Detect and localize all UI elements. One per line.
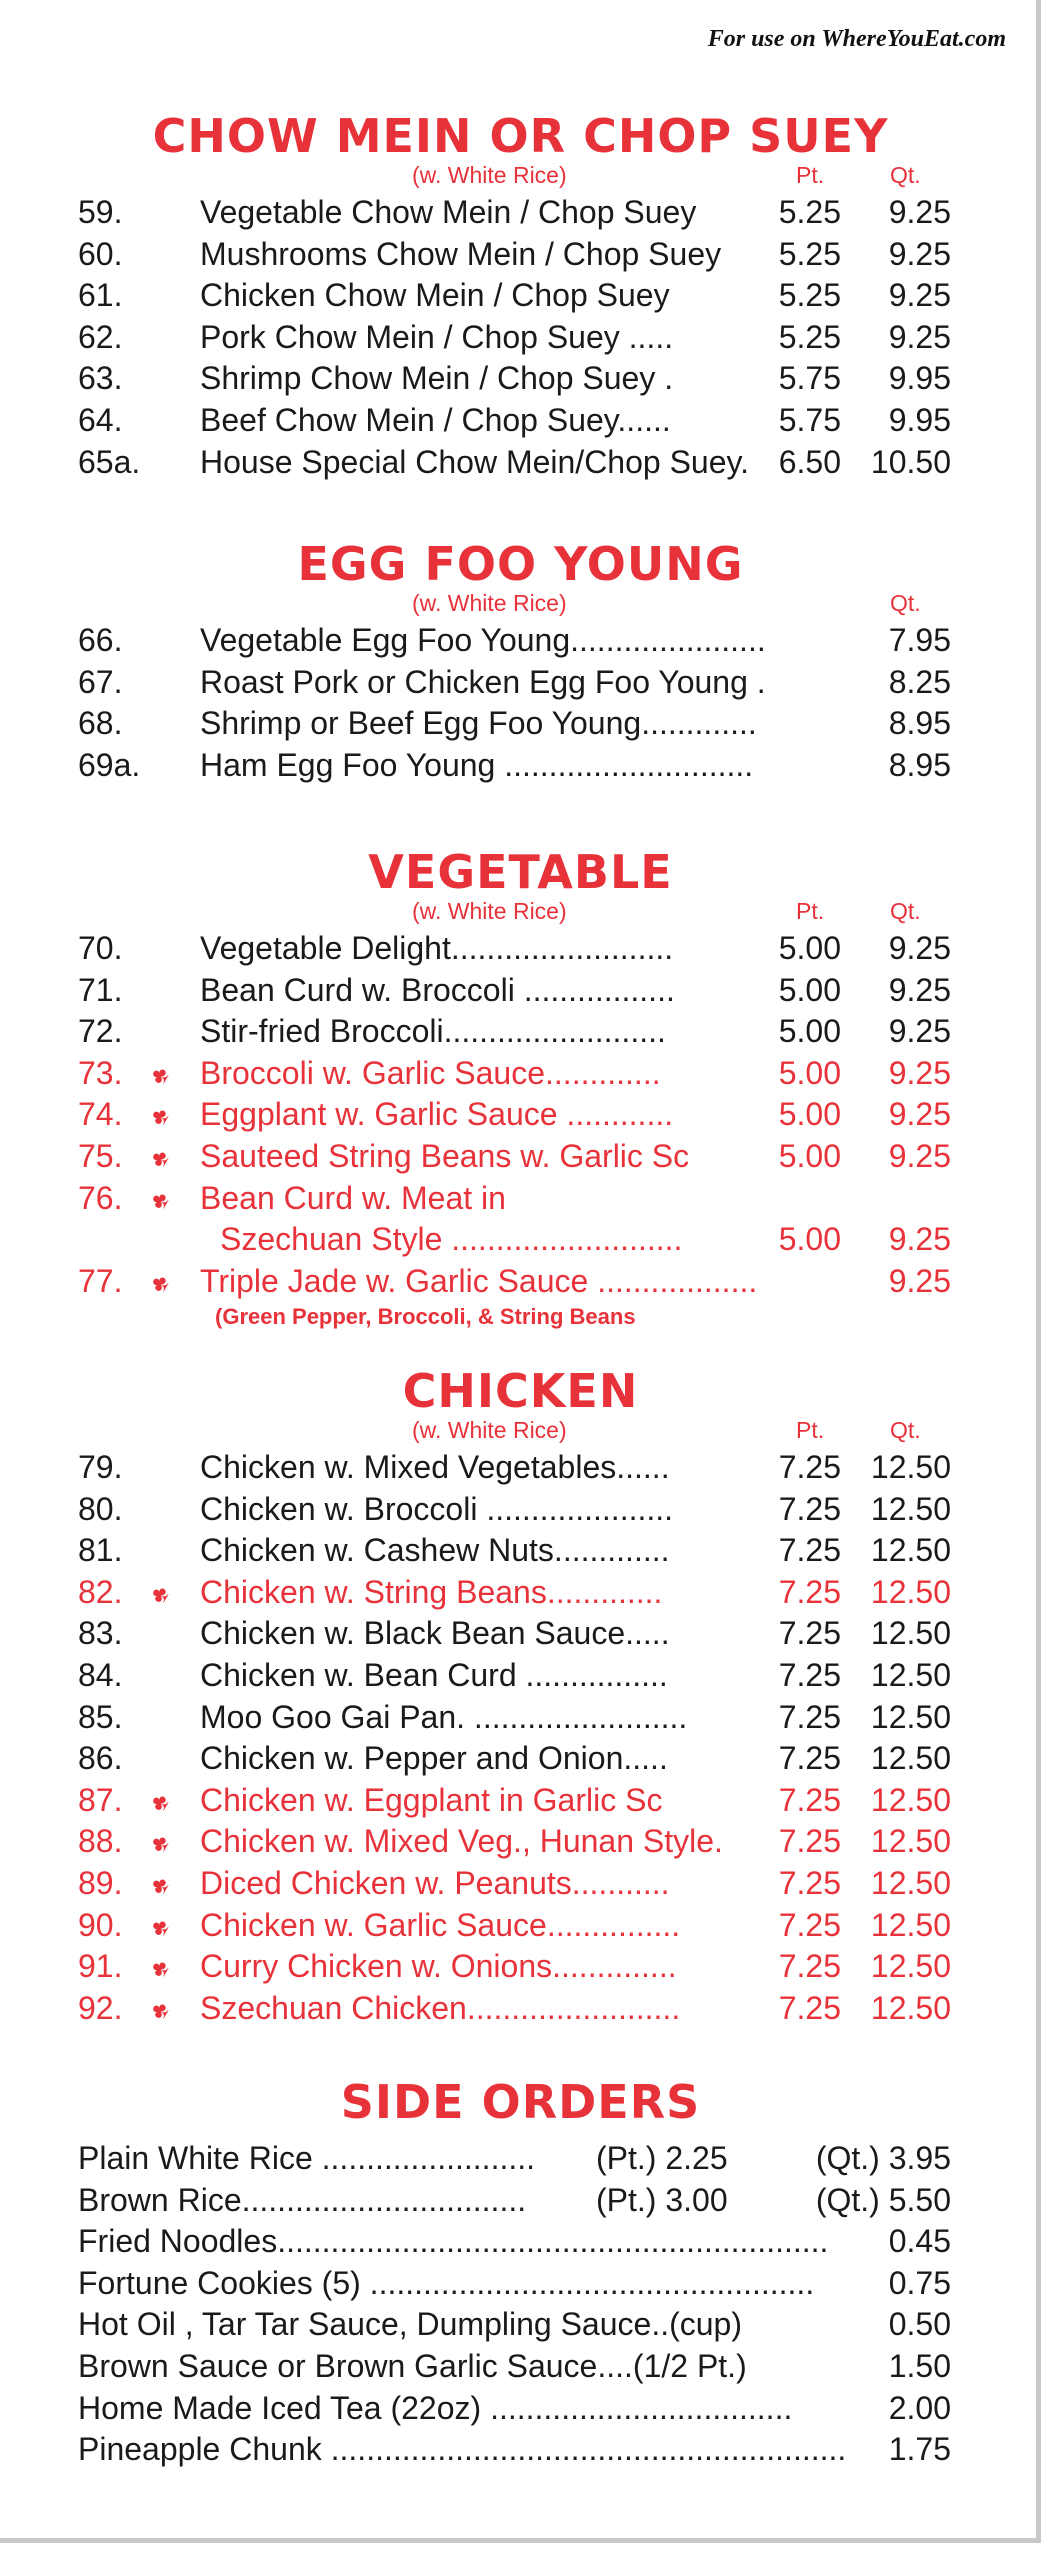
quart-price: 10.50 [870, 443, 951, 480]
pepper-icon: ♣ [143, 1788, 176, 1816]
quart-price: 12.50 [870, 1864, 951, 1901]
pint-price: 5.00 [778, 1137, 841, 1174]
col-qt: Qt. [890, 590, 921, 616]
pint-price: (Pt.) 2.25 [596, 2140, 728, 2176]
item-name: Diced Chicken w. Peanuts........... [200, 1864, 670, 1901]
quart-price: 12.50 [870, 1698, 951, 1735]
item-number: 80. [78, 1490, 123, 1527]
side-order-row [0, 2221, 1041, 2263]
item-name: Roast Pork or Chicken Egg Foo Young . [200, 663, 766, 700]
item-number: 91. [78, 1948, 123, 1985]
item-name: Chicken w. Garlic Sauce............... [200, 1906, 681, 1943]
quart-price: 12.50 [870, 1656, 951, 1693]
item-name: Brown Sauce or Brown Garlic Sauce....(1/2 Pt.) [78, 2347, 747, 2384]
item-name: Fried Noodles.............................................................. [78, 2223, 829, 2260]
item-name: Chicken w. Cashew Nuts............. [200, 1532, 670, 1569]
menu-item-row [0, 317, 1041, 359]
section-egg-foo-young [0, 538, 1041, 786]
pint-price: 6.50 [778, 443, 841, 480]
item-name: House Special Chow Mein/Chop Suey. [200, 443, 750, 480]
menu-item-row [0, 1136, 1041, 1178]
item-number: 69a. [78, 746, 141, 783]
item-number: 74. [78, 1096, 123, 1133]
item-name: Fortune Cookies (5) .................................................. [78, 2264, 815, 2301]
col-qt: Qt. [890, 162, 921, 188]
menu-item-row [0, 1178, 1041, 1220]
menu-item-row [0, 928, 1041, 970]
section-title: SIDE ORDERS [340, 2075, 701, 2129]
quart-price: 12.50 [870, 1948, 951, 1985]
menu-item-row [0, 620, 1041, 662]
item-name: Brown Rice................................ [78, 2181, 527, 2218]
menu-item-row [0, 703, 1041, 745]
item-name: Chicken w. Pepper and Onion..... [200, 1740, 668, 1777]
quart-price: 9.95 [888, 360, 951, 397]
menu-item-row [0, 970, 1041, 1012]
item-name: Eggplant w. Garlic Sauce ............ [200, 1096, 674, 1133]
item-number: 85. [78, 1698, 123, 1735]
pepper-icon: ♣ [143, 1872, 176, 1900]
pint-price: 7.25 [778, 1449, 841, 1485]
pepper-icon: ♣ [143, 1103, 176, 1131]
side-order-row [0, 2346, 1041, 2388]
menu-item-row [0, 1988, 1041, 2030]
pint-price: 5.00 [778, 1013, 841, 1050]
pint-price: 7.25 [778, 1532, 841, 1569]
item-price: 0.45 [888, 2223, 951, 2260]
item-number: 89. [78, 1864, 123, 1901]
pint-price: 5.25 [778, 235, 841, 272]
item-name: Vegetable Chow Mein / Chop Suey [200, 194, 697, 230]
menu-item-row [0, 1613, 1041, 1655]
quart-price: 8.25 [888, 663, 951, 700]
item-number: 84. [78, 1656, 123, 1693]
item-number: 81. [78, 1532, 123, 1569]
item-name: Stir-fried Broccoli......................... [200, 1013, 666, 1050]
quart-price: 9.25 [888, 1013, 951, 1050]
menu-item-row [0, 358, 1041, 400]
pepper-icon: ♣ [143, 1580, 176, 1608]
pepper-icon: ♣ [143, 1269, 176, 1297]
pint-price: 5.75 [778, 360, 841, 397]
pepper-icon: ♣ [143, 1145, 176, 1173]
quart-price: 9.25 [888, 235, 951, 272]
pint-price: 7.25 [778, 1656, 841, 1693]
quart-price: 9.25 [888, 930, 951, 966]
pepper-icon: ♣ [143, 1996, 176, 2024]
quart-price: 9.25 [888, 1221, 951, 1258]
item-name: Chicken w. Mixed Vegetables...... [200, 1449, 670, 1485]
item-list [0, 928, 1041, 1302]
pint-price: 7.25 [778, 1573, 841, 1610]
side-order-row [0, 2304, 1041, 2346]
item-number: 59. [78, 194, 123, 230]
section-chow-mein [0, 110, 1041, 483]
col-qt: Qt. [890, 1417, 921, 1443]
menu-item-row [0, 1738, 1041, 1780]
item-number: 90. [78, 1906, 123, 1943]
pepper-icon: ♣ [143, 1186, 176, 1214]
section-title: CHICKEN [402, 1364, 639, 1418]
quart-price: 12.50 [870, 1449, 951, 1485]
item-name: Curry Chicken w. Onions.............. [200, 1948, 677, 1985]
item-name: Vegetable Egg Foo Young...................... [200, 622, 766, 658]
subtitle: (w. White Rice) [412, 590, 567, 616]
pint-price: 7.25 [778, 1698, 841, 1735]
pint-price: 7.25 [778, 1615, 841, 1652]
menu-item-row [0, 442, 1041, 484]
section-subheader [0, 162, 1041, 192]
menu-item-row [0, 1905, 1041, 1947]
menu-item-row [0, 1863, 1041, 1905]
quart-price: 12.50 [870, 1740, 951, 1777]
side-order-row [0, 2388, 1041, 2430]
item-number: 70. [78, 930, 123, 966]
quart-price: 9.25 [888, 1096, 951, 1133]
item-number: 64. [78, 401, 123, 438]
section-side-orders [0, 2076, 1041, 2471]
col-pt: Pt. [796, 898, 825, 924]
item-number: 75. [78, 1137, 123, 1174]
item-number: 61. [78, 277, 123, 314]
menu-item-row [0, 1447, 1041, 1489]
item-name: Vegetable Delight......................... [200, 930, 674, 966]
item-number: 65a. [78, 443, 141, 480]
menu-item-row [0, 1821, 1041, 1863]
item-price: 0.50 [888, 2306, 951, 2343]
pint-price: 5.00 [778, 1096, 841, 1133]
item-list [0, 2138, 1041, 2471]
pint-price: 7.25 [778, 1823, 841, 1860]
pint-price: (Pt.) 3.00 [596, 2181, 728, 2218]
section-chicken [0, 1365, 1041, 2029]
quart-price: 9.95 [888, 401, 951, 438]
item-number: 67. [78, 663, 123, 700]
item-name: Chicken w. Mixed Veg., Hunan Style. [200, 1823, 723, 1860]
pepper-icon: ♣ [143, 1913, 176, 1941]
item-list [0, 620, 1041, 786]
quart-price: 12.50 [870, 1781, 951, 1818]
menu-item-row [0, 192, 1041, 234]
section-subheader [0, 590, 1041, 620]
item-number: 62. [78, 318, 123, 355]
quart-price: 9.25 [888, 1054, 951, 1091]
quart-price: 12.50 [870, 1573, 951, 1610]
subtitle: (w. White Rice) [412, 162, 567, 188]
item-name: Ham Egg Foo Young ............................ [200, 746, 754, 783]
menu-item-row [0, 1053, 1041, 1095]
section-subheader [0, 898, 1041, 928]
item-name: Mushrooms Chow Mein / Chop Suey [200, 235, 722, 272]
menu-item-row [0, 275, 1041, 317]
quart-price: 12.50 [870, 1490, 951, 1527]
item-number: 68. [78, 705, 123, 742]
pint-price: 5.00 [778, 930, 841, 966]
pint-price: 7.25 [778, 1781, 841, 1818]
item-number: 86. [78, 1740, 123, 1777]
item-name: Szechuan Style .......................... [220, 1221, 683, 1258]
menu-item-row [0, 1655, 1041, 1697]
pint-price: 5.75 [778, 401, 841, 438]
item-name: Pork Chow Mein / Chop Suey ..... [200, 318, 674, 355]
section-vegetable [0, 846, 1041, 1332]
pint-price: 5.00 [778, 1054, 841, 1091]
quart-price: 8.95 [888, 705, 951, 742]
item-price: 2.00 [888, 2389, 951, 2426]
pint-price: 7.25 [778, 1906, 841, 1943]
menu-item-row [0, 745, 1041, 787]
item-number: 87. [78, 1781, 123, 1818]
menu-item-row [0, 1094, 1041, 1136]
item-price: 1.50 [888, 2347, 951, 2384]
item-name: Bean Curd w. Meat in [200, 1179, 506, 1216]
section-title: VEGETABLE [368, 845, 673, 899]
item-list [0, 192, 1041, 483]
pint-price: 5.25 [778, 194, 841, 230]
item-name: Sauteed String Beans w. Garlic Sc [200, 1137, 690, 1174]
item-price: (Qt.) 3.95 [815, 2140, 951, 2176]
menu-item-row [0, 234, 1041, 276]
menu-item-row [0, 1572, 1041, 1614]
item-name: Pineapple Chunk .......................................................... [78, 2431, 847, 2468]
side-order-row [0, 2429, 1041, 2471]
watermark: For use on WhereYouEat.com [707, 26, 1006, 52]
side-order-row [0, 2263, 1041, 2305]
quart-price: 7.95 [888, 622, 951, 658]
item-number: 73. [78, 1054, 123, 1091]
side-order-row [0, 2138, 1041, 2180]
section-title: CHOW MEIN OR CHOP SUEY [152, 109, 889, 163]
item-note: (Green Pepper, Broccoli, & String Beans [215, 1304, 636, 1330]
item-number: 60. [78, 235, 123, 272]
quart-price: 12.50 [870, 1906, 951, 1943]
item-name: Szechuan Chicken........................ [200, 1989, 681, 2026]
pint-price: 5.00 [778, 971, 841, 1008]
pint-price: 5.00 [778, 1221, 841, 1258]
col-pt: Pt. [796, 1417, 825, 1443]
item-name: Chicken w. Black Bean Sauce..... [200, 1615, 670, 1652]
section-subheader [0, 1417, 1041, 1447]
menu-item-row [0, 1261, 1041, 1303]
item-name: Plain White Rice ........................ [78, 2140, 536, 2176]
quart-price: 9.25 [888, 194, 951, 230]
item-name: Hot Oil , Tar Tar Sauce, Dumpling Sauce..(cup) [78, 2306, 742, 2343]
pepper-icon: ♣ [143, 1955, 176, 1983]
menu-item-row [0, 1011, 1041, 1053]
menu-item-row [0, 1489, 1041, 1531]
quart-price: 9.25 [888, 318, 951, 355]
pepper-icon: ♣ [143, 1061, 176, 1089]
side-order-row [0, 2180, 1041, 2222]
item-name: Chicken w. Eggplant in Garlic Sc [200, 1781, 663, 1818]
quart-price: 9.25 [888, 971, 951, 1008]
quart-price: 9.25 [888, 1137, 951, 1174]
quart-price: 8.95 [888, 746, 951, 783]
item-number: 88. [78, 1823, 123, 1860]
item-price: (Qt.) 5.50 [815, 2181, 951, 2218]
quart-price: 12.50 [870, 1615, 951, 1652]
item-name: Chicken w. Broccoli ..................... [200, 1490, 674, 1527]
item-number: 82. [78, 1573, 123, 1610]
menu-item-row [0, 1946, 1041, 1988]
quart-price: 9.25 [888, 1262, 951, 1299]
menu-item-row [0, 400, 1041, 442]
menu-item-row [0, 1530, 1041, 1572]
pint-price: 7.25 [778, 1948, 841, 1985]
pint-price: 5.25 [778, 318, 841, 355]
col-qt: Qt. [890, 898, 921, 924]
item-number: 79. [78, 1449, 123, 1485]
menu-item-row [0, 1219, 1041, 1261]
subtitle: (w. White Rice) [412, 898, 567, 924]
item-name: Chicken w. Bean Curd ................ [200, 1656, 668, 1693]
item-name: Home Made Iced Tea (22oz) .................................. [78, 2389, 793, 2426]
item-number: 76. [78, 1179, 123, 1216]
item-name: Shrimp Chow Mein / Chop Suey . [200, 360, 674, 397]
item-name: Shrimp or Beef Egg Foo Young............. [200, 705, 757, 742]
quart-price: 12.50 [870, 1989, 951, 2026]
section-title: EGG FOO YOUNG [297, 537, 744, 591]
item-price: 0.75 [888, 2264, 951, 2301]
item-name: Moo Goo Gai Pan. ........................ [200, 1698, 688, 1735]
item-number: 66. [78, 622, 123, 658]
item-name: Chicken Chow Mein / Chop Suey [200, 277, 670, 314]
menu-item-row [0, 1780, 1041, 1822]
quart-price: 12.50 [870, 1823, 951, 1860]
quart-price: 9.25 [888, 277, 951, 314]
pint-price: 7.25 [778, 1864, 841, 1901]
item-number: 71. [78, 971, 123, 1008]
subtitle: (w. White Rice) [412, 1417, 567, 1443]
item-number: 92. [78, 1989, 123, 2026]
item-name: Broccoli w. Garlic Sauce............. [200, 1054, 661, 1091]
item-price: 1.75 [888, 2431, 951, 2468]
pepper-icon: ♣ [143, 1830, 176, 1858]
item-number: 83. [78, 1615, 123, 1652]
pint-price: 7.25 [778, 1740, 841, 1777]
item-number: 77. [78, 1262, 123, 1299]
item-name: Chicken w. String Beans............. [200, 1573, 663, 1610]
item-name: Triple Jade w. Garlic Sauce .................. [200, 1262, 758, 1299]
item-list [0, 1447, 1041, 2029]
quart-price: 12.50 [870, 1532, 951, 1569]
item-name: Beef Chow Mein / Chop Suey...... [200, 401, 671, 438]
pint-price: 5.25 [778, 277, 841, 314]
pint-price: 7.25 [778, 1490, 841, 1527]
item-number: 72. [78, 1013, 123, 1050]
item-name: Bean Curd w. Broccoli ................. [200, 971, 675, 1008]
col-pt: Pt. [796, 162, 825, 188]
menu-item-row [0, 1697, 1041, 1739]
item-number: 63. [78, 360, 123, 397]
menu-item-row [0, 662, 1041, 704]
pint-price: 7.25 [778, 1989, 841, 2026]
